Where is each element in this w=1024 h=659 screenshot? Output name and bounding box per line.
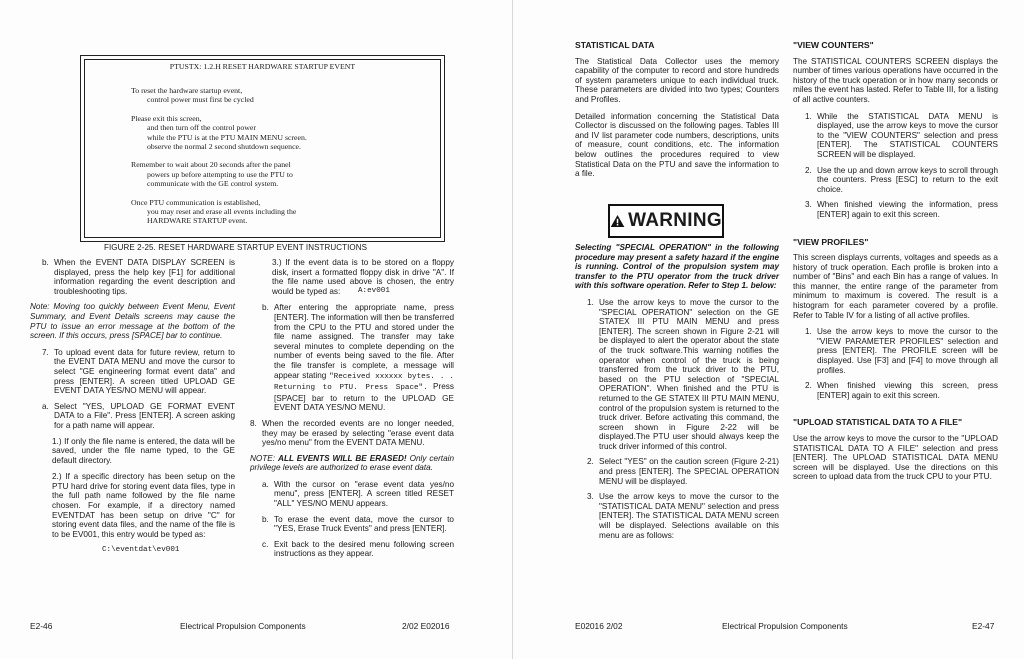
screen-line: To reset the hardware startup event,: [131, 86, 243, 95]
list-item: [250, 419, 454, 448]
paragraph: The Statistical Data Collector uses the memory capability of the computer to record and store hundreds of system parameters unique to each individual truck. These parameters are divided into two types; Counters and Profiles.: [575, 56, 779, 104]
list-item: [793, 112, 998, 160]
warning-text-label: WARNING: [628, 210, 722, 231]
list-text: Use the up and down arrow keys to scroll through the counters. Press [ESC] to return to the exit choice.: [817, 165, 998, 194]
list-item: [30, 402, 235, 431]
sub-step: 2.) If a specific directory has been setup on the PTU hard drive for storing event data files, type in the full path name followed by the file name chosen. For example, if a directory named EVENTDAT has been setup on drive "C" for storing event data files, and the name of the file is to be EV001, this entry would be typed as:: [52, 472, 235, 539]
note-lead: NOTE:: [250, 453, 276, 463]
list-marker: 7.: [42, 347, 49, 357]
list-text: Select "YES" on the caution screen (Figure 2-21) and press [ENTER]. The SPECIAL OPERATION MENU will be displayed.: [599, 457, 779, 486]
paragraph: Use the arrow keys to move the cursor to the "UPLOAD STATISTICAL DATA TO A FILE" selection and press [ENTER]. The UPLOAD STATISTICAL DATA MENU screen will be displayed. Use the directions on this screen to upload data from the truck CPU to your PTU.: [793, 434, 998, 482]
view-profiles-heading: "VIEW PROFILES": [793, 236, 869, 247]
list-item: [793, 381, 998, 400]
screen-line: Remember to wait about 20 seconds after the panel: [131, 160, 291, 170]
warning-label: [608, 204, 724, 238]
list-text: Use the arrow keys to move the cursor to the "SPECIAL OPERATION" selection on the GE STATEX III PTU MAIN MENU and press [ENTER]. The screen shown in Figure 2-21 will be displayed to alert the operator about the state of the truck software.This warning notifies the operator when control of the truck is being transferred from the truck driver to the PTU, based on the PTU selection of "SPECIAL OPERATION". When finished and the PTU is returned to the GE STATEX III PTU MAIN MENU, control of the propulsion system is returned to the truck driver. Before activating this command, the screen shown in Figure 2-22 will be displayed.The PTU user should always keep the truck driver informed of this control.: [599, 297, 779, 451]
sub-step: 3.) If the event data is to be stored on a floppy disk, insert a formatted floppy disk in drive "A". If the file name used above is chosen, the entry would be typed as:: [272, 258, 454, 296]
screen-line: and then turn off the control power: [147, 123, 256, 133]
list-marker: 1.: [805, 327, 812, 337]
list-marker: c.: [262, 539, 269, 549]
list-text: With the cursor on "erase event data yes/no menu", press [ENTER]. A screen titled RESET "ALL" YES/NO MENU appears.: [274, 479, 454, 509]
footer-date-left: 2/02 E02016: [402, 621, 450, 631]
list-item: [250, 303, 454, 413]
list-marker: 2.: [587, 457, 594, 467]
floppy-example: A:ev001: [358, 286, 390, 295]
warning-paragraph: Selecting "SPECIAL OPERATION" in the following procedure may present a safety hazard if the engine is running. Control of the propulsion system may transfer to the PTU operator from the truck driver with this software operation. Refer to Step 1. below:: [575, 243, 779, 291]
left-page-column-1: [30, 258, 235, 563]
list-marker: b.: [42, 258, 49, 267]
note: Note: Moving too quickly between Event Menu, Event Summary, and Event Details screens may cause the PTU to issue an error message at the bottom of the screen. If this occurs, press [SPACE] bar to continue.: [30, 302, 235, 341]
right-page-column-1-lower: [575, 243, 779, 546]
list-marker: 8.: [250, 418, 257, 428]
list-marker: b.: [262, 514, 269, 524]
footer-date-right: E02016 2/02: [575, 621, 623, 631]
list-text: While the STATISTICAL DATA MENU is displayed, use the arrow keys to move the cursor to the "VIEW COUNTERS" selection and press [ENTER]. The STATISTICAL COUNTERS SCREEN will be displayed.: [817, 111, 998, 159]
list-item: [250, 515, 454, 534]
list-text: When finished viewing this screen, press [ENTER] again to exit this screen.: [817, 381, 998, 400]
upload-statistical-heading: "UPLOAD STATISTICAL DATA TO A FILE": [793, 417, 963, 428]
list-item: [575, 457, 779, 486]
screen-line: HARDWARE STARTUP event.: [147, 216, 248, 226]
list-item: [793, 200, 998, 219]
list-marker: 1.: [587, 297, 594, 307]
list-text: Exit back to the desired menu following screen instructions as they appear.: [274, 539, 454, 559]
list-marker: 1.: [805, 111, 812, 121]
list-text: Select "YES, UPLOAD GE FORMAT EVENT DATA to a File". Press [ENTER]. A screen asking for a path name will appear.: [54, 401, 235, 430]
erase-note: [250, 454, 454, 473]
screen-line: control power must first be cycled: [147, 95, 254, 105]
list-item: [575, 298, 779, 452]
screen-line: powers up before attempting to use the PTU to: [147, 169, 293, 179]
left-page-column-2: [250, 258, 454, 565]
list-marker: 2.: [805, 165, 812, 175]
page-number-right: E2-47: [972, 621, 995, 631]
list-text: When finished viewing the information, press [ENTER] again to exit this screen.: [817, 200, 998, 219]
ptu-screen-title: PTUSTX: 1.2.H RESET HARDWARE STARTUP EVENT: [169, 62, 356, 71]
screen-line-gap: [131, 105, 307, 114]
page-number-left: E2-46: [30, 621, 53, 631]
paragraph: This screen displays currents, voltages and speeds as a history of truck operation. Each profile is broken into a number of "Bins" and each Bin has a range of values. In this manner, the entire range of the parameter from minimum to maximum is covered. The result is a histogram for each parameter covered by a profile. Refer to Table IV for a listing of all active profiles.: [793, 253, 998, 320]
list-item: [575, 492, 779, 540]
screen-line: while the PTU is at the PTU MAIN MENU screen.: [147, 132, 307, 142]
list-marker: a.: [262, 479, 269, 489]
right-page-column-1: [575, 41, 779, 186]
list-item: [30, 258, 235, 296]
paragraph: The STATISTICAL COUNTERS SCREEN displays the number of times various operations have occurred in the history of the truck operation or in how many seconds or miles the event has lasted. Refer to Table III, for a listing of all active counters.: [793, 56, 998, 104]
list-marker: 3.: [587, 492, 594, 502]
section-heading: STATISTICAL DATA: [575, 40, 655, 50]
screen-line: observe the normal 2 second shutdown sequence.: [147, 142, 301, 152]
screen-line-gap: [131, 189, 307, 198]
list-text: Use the arrow keys to move the cursor to the "STATISTICAL DATA MENU" selection and press [ENTER]. The STATISTICAL DATA MENU screen will be displayed. Selections available on this menu are as follows:: [599, 492, 779, 540]
list-text: To upload event data for future review, return to the EVENT DATA MENU and move the cursor to select "GE engineering format event data" and press [ENTER]. A screen titled UPLOAD GE EVENT DATA YES/NO MENU will appear.: [54, 347, 235, 396]
ptu-screen-figure: [80, 55, 445, 242]
list-text: [274, 303, 454, 413]
list-item: [793, 166, 998, 195]
paragraph: Detailed information concerning the Statistical Data Collector is discussed on the following pages. Tables III and IV list parameter code numbers, descriptions, units of measure, count conditions, etc. The information below outlines the procedures required to view Statistical Data on the PTU and save the information to a file.: [575, 111, 779, 179]
list-item: [30, 348, 235, 396]
right-page-column-2: [793, 41, 998, 489]
warning-triangle-icon: [610, 212, 625, 230]
list-text: To erase the event data, move the cursor to "YES, Erase Truck Events" and press [ENTER].: [274, 514, 454, 534]
list-marker: 2.: [805, 381, 812, 391]
list-text: When the EVENT DATA DISPLAY SCREEN is displayed, press the help key [F1] for additional information regarding the event description and troubleshooting tips.: [54, 258, 235, 296]
figure-caption: FIGURE 2-25. RESET HARDWARE STARTUP EVENT INSTRUCTIONS: [104, 243, 368, 252]
screen-line: Once PTU communication is established,: [131, 197, 261, 207]
footer-title-right: Electrical Propulsion Components: [722, 621, 848, 631]
ptu-screen-inner: [84, 59, 441, 238]
transfer-text: After entering the appropriate name, press [ENTER]. The information will then be transferred from the CPU to the PTU and stored under the file name assigned. The transfer may take several minutes to complete depending on the number of events being saved to the file. After the file transfer is complete, a message will appear stating: [274, 303, 454, 380]
sub-step: 1.) If only the file name is entered, the data will be saved, under the file name typed, to the GE default directory.: [52, 436, 235, 465]
screen-line: Please exit this screen,: [131, 113, 202, 123]
view-counters-heading: "VIEW COUNTERS": [793, 40, 874, 50]
screen-line-gap: [131, 151, 307, 160]
note-warning: ALL EVENTS WILL BE ERASED!: [278, 453, 407, 463]
ptu-screen-lines: [131, 86, 307, 226]
list-marker: a.: [42, 401, 49, 411]
list-marker: b.: [262, 303, 269, 313]
list-item: [793, 327, 998, 375]
list-item: [250, 480, 454, 509]
list-text: When the recorded events are no longer needed, they may be erased by selecting "erase event data yes/no menu" from the EVENT DATA MENU.: [262, 418, 454, 448]
transfer-tail: Press [SPACE] bar to return to the UPLOAD GE EVENT DATA YES/NO MENU.: [274, 382, 454, 413]
list-text: Use the arrow keys to move the cursor to the "VIEW PARAMETER PROFILES" selection and press [ENTER]. The PROFILE screen will be displayed. Use [F3] and [F4] to move through all profiles.: [817, 327, 998, 375]
note-rest: Only certain privilege levels are authorized to erase event data.: [250, 453, 455, 473]
screen-line: you may reset and erase all events including the: [147, 207, 297, 217]
list-marker: 3.: [805, 200, 812, 210]
transfer-message: "Received xxxxxx bytes. . . Returning to PTU. Press Space".: [274, 372, 454, 393]
path-example: C:\eventdat\ev001: [102, 546, 180, 555]
footer-title-left: Electrical Propulsion Components: [180, 621, 306, 631]
list-item: [250, 540, 454, 559]
screen-line: communicate with the GE control system.: [147, 179, 279, 189]
